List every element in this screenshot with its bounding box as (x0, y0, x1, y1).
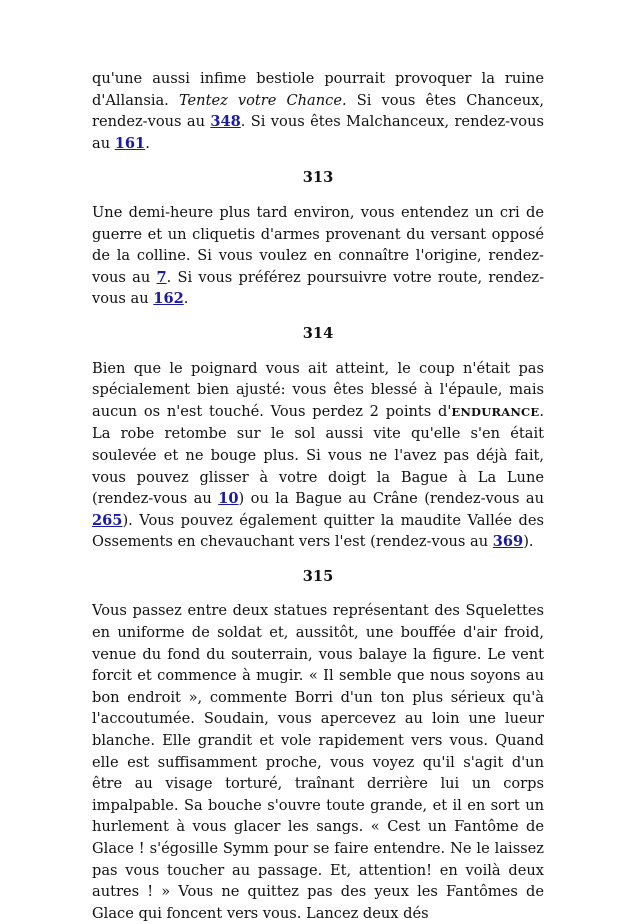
text-run: qu'une aussi infime bestiole pourrait provoquer la ruine d'Allansia. (92, 70, 544, 109)
text-run: . Si vous préférez poursuivre votre route, rendez-vous au (92, 268, 545, 308)
text-run: Si vous êtes Chanceux, rendez-vous au (92, 91, 544, 131)
paragraph-link-265[interactable]: 265 (92, 511, 123, 529)
section-text (92, 68, 544, 154)
italic-instruction: Tentez votre Chance. (178, 91, 347, 109)
text-run: Une demi-heure plus tard environ, vous entendez un cri de guerre et un cliquetis d'armes provenant du versant opposé de la colline. Si vous voulez en connaître l'origine, rendez-vous au (92, 203, 544, 286)
text-run: Vous passez entre deux statues représentant des Squelettes en uniforme de soldat et, aussitôt, une bouffée d'air froid, venue du fond du souterrain, vous balaye la figure. Le vent forcit et commence à mugir. « Il semble que nous soyons au bon endroit », commente Borri d'un ton plus sérieux qu'à l'accoutumée. Soudain, vous apercevez au loin une lueur blanche. Elle grandit et vole rapidement vers vous. Quand elle est suffisamment proche, vous voyez qu'il s'agit d'un être au visage torturé, traînant derrière lui un corps impalpable. Sa bouche s'ouvre toute grande, et il en sort un hurlement à vous glacer les sangs. « Cest un Fantôme de Glace ! s'égosille Symm pour se faire entendre. Ne le laissez pas vous toucher au passage. Et, attention! en voilà deux autres ! » Vous ne quittez pas des yeux les Fantômes de Glace qui foncent vers vous. Lancez deux dés (92, 602, 544, 922)
text-run: . (145, 134, 150, 152)
section-text (92, 600, 544, 924)
paragraph-link-161[interactable]: 161 (114, 134, 146, 152)
book-page (92, 68, 544, 924)
text-run: . Si vous êtes Malchanceux, rendez-vous au (92, 113, 544, 152)
paragraph-link-348[interactable]: 348 (210, 113, 241, 131)
paragraph-link-369[interactable]: 369 (492, 533, 524, 551)
text-run: . (183, 290, 189, 308)
paragraph-link-7[interactable]: 7 (156, 268, 167, 286)
stat-name: ENDURANCE (451, 404, 540, 419)
section-text (92, 358, 544, 553)
section-number-315: 315 (302, 567, 334, 585)
text-run: ). (523, 533, 534, 551)
section-text (92, 202, 544, 310)
paragraph-link-10[interactable]: 10 (218, 490, 239, 508)
text-run: Bien que le poignard vous ait atteint, le coup n'était pas spécialement bien ajusté: vous êtes blessé à l'épaule, mais aucun os n'est touché. Vous perdez 2 points d' (92, 359, 544, 420)
paragraph-link-162[interactable]: 162 (153, 290, 184, 308)
text-run: ) ou la Bague au Crâne (rendez-vous au (238, 490, 544, 508)
section-number-313: 313 (302, 169, 334, 187)
section-number-314: 314 (302, 324, 334, 342)
text-run: ). Vous pouvez également quitter la maudite Vallée des Ossements en chevauchant vers l'est (rendez-vous au (92, 511, 544, 551)
text-run: . La robe retombe sur le sol aussi vite qu'elle s'en était soulevée et ne bouge plus. Si vous ne l'avez pas déjà fait, vous pouvez glisser à votre doigt la Bague à La Lune (rendez-vous au (92, 402, 544, 508)
